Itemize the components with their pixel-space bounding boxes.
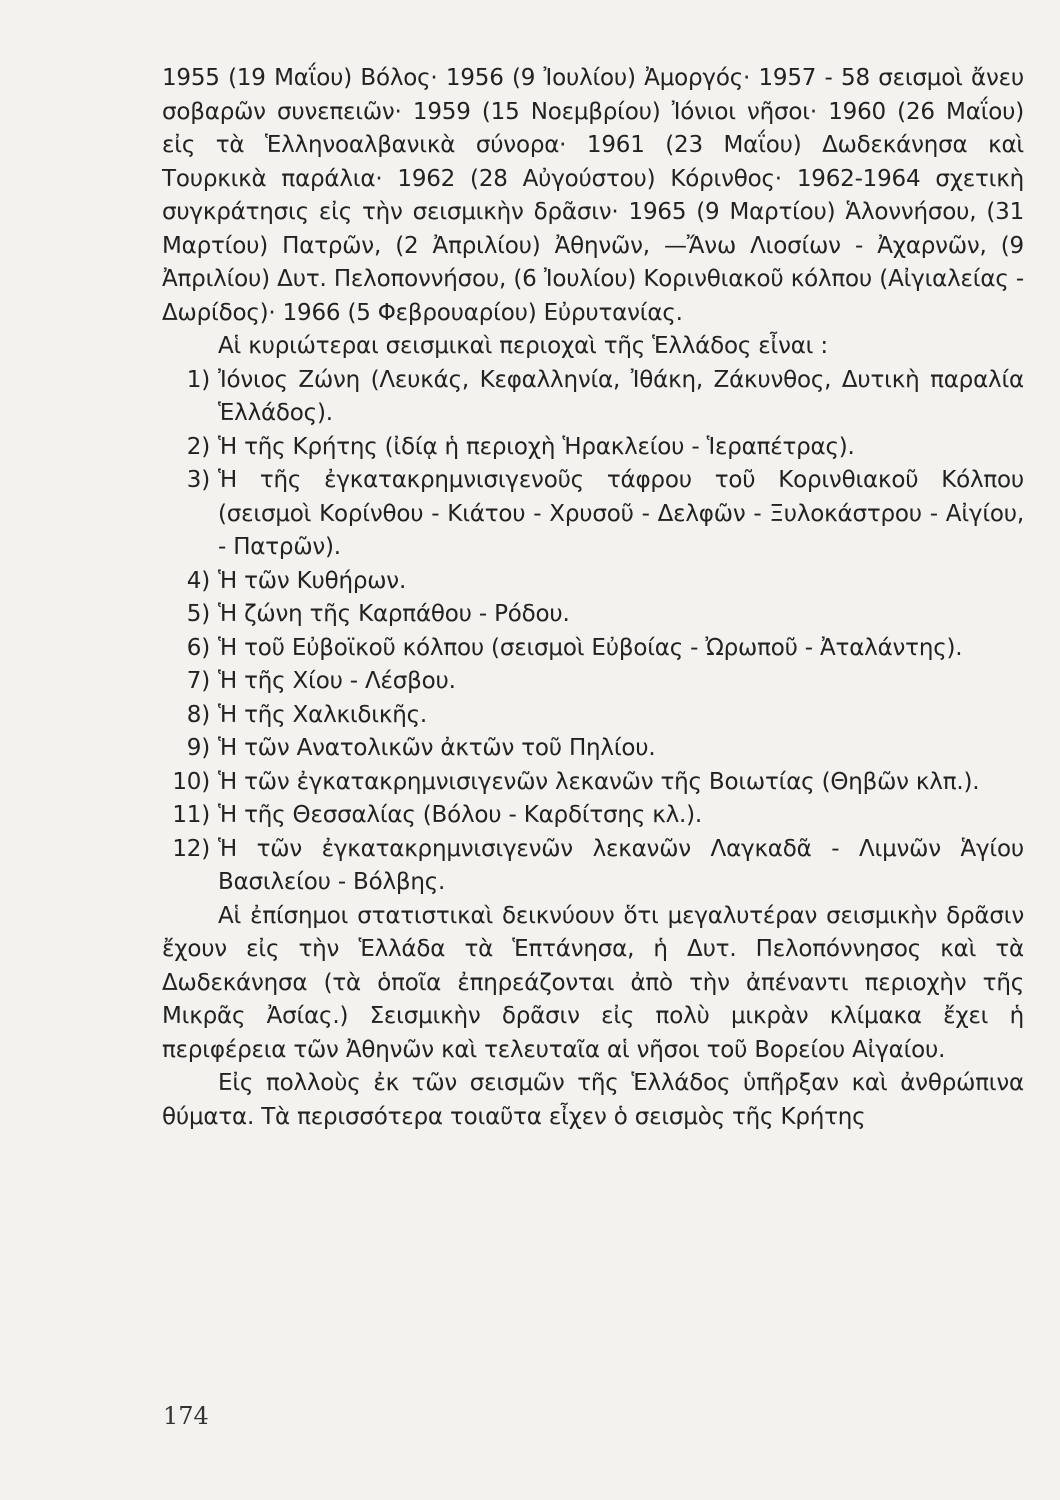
list-item <box>162 766 1024 800</box>
list-item <box>162 598 1024 632</box>
list-item <box>162 665 1024 699</box>
list-item <box>162 431 1024 465</box>
list-item <box>162 364 1024 431</box>
list-item <box>162 632 1024 666</box>
list-item-number: 11) <box>172 802 210 828</box>
list-item-text: Ἡ τῶν Ανατολικῶν ἀκτῶν τοῦ Πηλίου. <box>218 735 656 761</box>
list-item-text: Ἡ τῶν ἐγκατακρημνισιγενῶν λεκανῶν Λαγκαδᾶ - Λιμνῶν Ἁγίου Βασιλείου - Βόλβης. <box>218 835 1024 895</box>
list-item-text: Ἡ τῶν ἐγκατακρημνισιγενῶν λεκανῶν τῆς Βοιωτίας (Θηβῶν κλπ.). <box>218 768 980 795</box>
list-item-text: Ἡ τῆς Χίου - Λέσβου. <box>218 668 456 694</box>
page-body <box>162 62 1024 1134</box>
list-item <box>162 732 1024 766</box>
list-item-number: 3) <box>186 467 210 493</box>
list-item-text: Ἡ τῆς Χαλκιδικῆς. <box>218 701 428 728</box>
list-item-number: 8) <box>186 701 210 728</box>
list-item-text: Ἡ τῆς Θεσσαλίας (Βόλου - Καρδίτσης κλ.). <box>218 802 702 828</box>
list-item-number: 12) <box>172 835 210 862</box>
paragraph-earthquake-chronology: 1955 (19 Μαΐου) Βόλος· 1956 (9 Ἰουλίου) Ἀμοργός· 1957 - 58 σεισμοὶ ἄνευ σοβαρῶν συνεπειῶν· 1959 (15 Νοεμβρίου) Ἰόνιοι νῆσοι· 1960 (26 Μαΐου) εἰς τὰ Ἑλληνοαλβανικὰ σύνορα· 1961 (23 Μαΐου) Δωδεκάνησα καὶ Τουρκικὰ παράλια· 1962 (28 Αὐγούστου) Κόρινθος· 1962-1964 σχετικὴ συγκράτησις εἰς τὴν σεισμικὴν δρᾶσιν· 1965 (9 Μαρτίου) Ἁλοννήσου, (31 Μαρτίου) Πατρῶν, (2 Ἀπριλίου) Ἀθηνῶν, —Ἄνω Λιοσίων - Ἀχαρνῶν, (9 Ἀπριλίου) Δυτ. Πελοποννήσου, (6 Ἰουλίου) Κορινθιακοῦ κόλπου (Αἰγιαλείας - Δωρίδος)· 1966 (5 Φεβρουαρίου) Εὐρυτανίας. <box>162 65 1024 326</box>
paragraph-regions-intro: Αἱ κυριώτεραι σεισμικαὶ περιοχαὶ τῆς Ἑλλάδος εἶναι : <box>218 333 828 359</box>
list-item <box>162 833 1024 900</box>
list-item-text: Ἡ τῶν Κυθήρων. <box>218 567 407 594</box>
paragraph-statistics: Αἱ ἐπίσημοι στατιστικαὶ δεικνύουν ὅτι μεγαλυτέραν σεισμικὴν δρᾶσιν ἔχουν εἰς τὴν Ἑλλάδα τὰ Ἑπτάνησα, ἡ Δυτ. Πελοπόννησος καὶ τὰ Δωδεκάνησα (τὰ ὁποῖα ἐπηρεάζονται ἀπὸ τὴν ἀπέναντι περιοχὴν τῆς Μικρᾶς Ἀσίας.) Σεισμικὴν δρᾶσιν εἰς πολὺ μικρὰν κλίμακα ἔχει ἡ περιφέρεια τῶν Ἀθηνῶν καὶ τελευταῖα αἱ νῆσοι τοῦ Βορείου Αἰγαίου. <box>162 902 1024 1063</box>
page-number: 174 <box>163 1402 209 1430</box>
list-item-text: Ἰόνιος Ζώνη (Λευκάς, Κεφαλληνία, Ἰθάκη, Ζάκυνθος, Δυτικὴ παραλία Ἑλλάδος). <box>218 366 1024 426</box>
list-item-text: Ἡ τῆς Κρήτης (ἰδίᾳ ἡ περιοχὴ Ἡρακλείου - Ἱεραπέτρας). <box>218 433 855 460</box>
list-item-number: 2) <box>186 433 210 460</box>
list-item <box>162 699 1024 733</box>
paragraph-victims: Εἰς πολλοὺς ἐκ τῶν σεισμῶν τῆς Ἑλλάδος ὑπῆρξαν καὶ ἀνθρώπινα θύματα. Τὰ περισσότερα τοιαῦτα εἶχεν ὁ σεισμὸς τῆς Κρήτης <box>162 1070 1024 1130</box>
seismic-regions-list <box>162 364 1024 900</box>
list-item-number: 5) <box>186 601 210 627</box>
list-item-number: 1) <box>186 366 210 393</box>
list-item-number: 4) <box>186 567 210 594</box>
list-item <box>162 464 1024 565</box>
list-item-text: Ἡ ζώνη τῆς Καρπάθου - Ρόδου. <box>218 601 570 627</box>
list-item-text: Ἡ τοῦ Εὐβοϊκοῦ κόλπου (σεισμοὶ Εὐβοίας - Ὠρωποῦ - Ἀταλάντης). <box>218 634 963 661</box>
list-item-text: Ἡ τῆς ἐγκατακρημνισιγενοῦς τάφρου τοῦ Κορινθιακοῦ Κόλπου (σεισμοὶ Κορίνθου - Κιάτου - Χρυσοῦ - Δελφῶν - Ξυλοκάστρου - Αἰγίου, - Πατρῶν). <box>218 467 1024 560</box>
list-item-number: 9) <box>186 735 210 761</box>
list-item-number: 10) <box>172 768 210 795</box>
list-item-number: 7) <box>186 668 210 694</box>
list-item-number: 6) <box>186 634 210 661</box>
list-item <box>162 799 1024 833</box>
list-item <box>162 565 1024 599</box>
